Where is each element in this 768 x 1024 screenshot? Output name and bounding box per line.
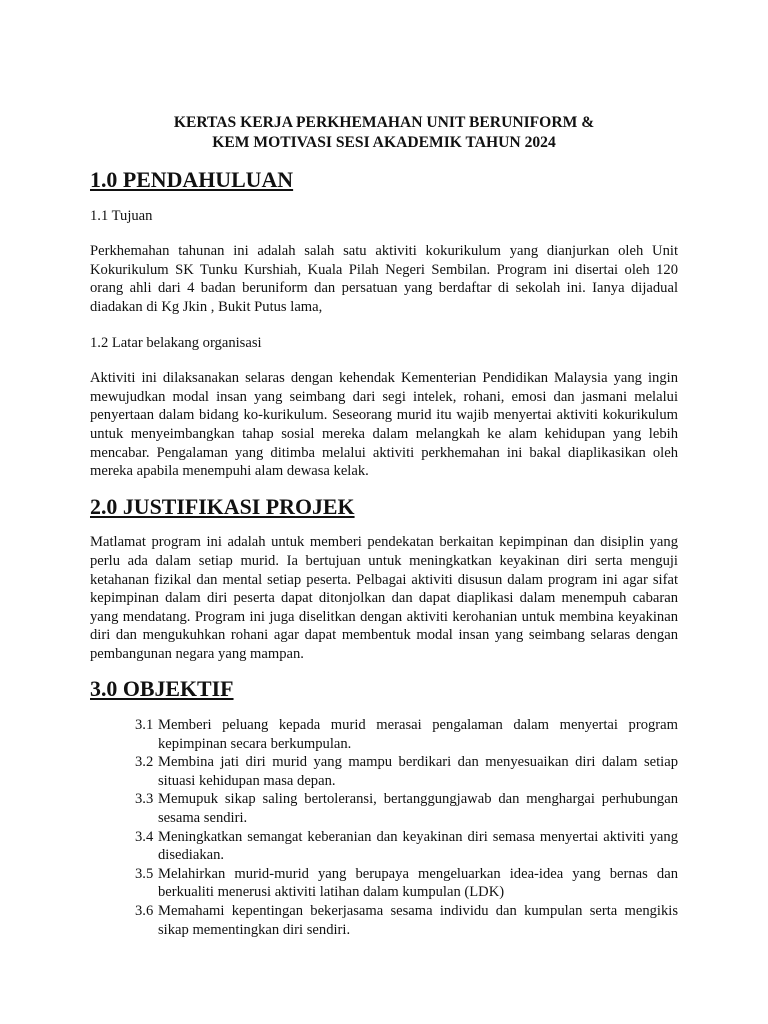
list-item-text: Meningkatkan semangat keberanian dan keyakinan diri semasa menyertai aktiviti yang disediakan. <box>158 828 678 864</box>
list-item-text: Membina jati diri murid yang mampu berdikari dan menyesuaikan diri dalam setiap situasi kehidupan masa depan. <box>158 754 678 789</box>
section-heading-objektif: 3.0 OBJEKTIF <box>90 676 234 702</box>
document-title-line-1: KERTAS KERJA PERKHEMAHAN UNIT BERUNIFORM & <box>173 114 595 131</box>
objectives-list <box>90 716 678 939</box>
list-item-number: 3.6 <box>135 903 154 919</box>
section-heading-justifikasi: 2.0 JUSTIFIKASI PROJEK <box>90 493 355 519</box>
list-item <box>135 828 678 865</box>
subheading-latar-belakang: 1.2 Latar belakang organisasi <box>90 334 262 351</box>
subheading-tujuan: 1.1 Tujuan <box>90 207 153 224</box>
list-item-number: 3.2 <box>135 754 154 771</box>
document-title <box>90 113 678 153</box>
list-item-number: 3.3 <box>135 791 154 808</box>
list-item <box>135 902 678 939</box>
section-heading-pendahuluan: 1.0 PENDAHULUAN <box>90 167 294 192</box>
paragraph-latar-belakang: Aktiviti ini dilaksanakan selaras dengan kehendak Kementerian Pendidikan Malaysia yang ingin mewujudkan modal insan yang seimbang dari segi intelek, rohani, emosi dan jasmani melalui penyertaan dalam bidang ko-kurikulum. Seseorang murid itu wajib menyertai aktiviti kokurikulum untuk menyeimbangkan tahap sosial mereka dalam melangkah ke alam kehidupan yang lebih mencabar. Pengalaman yang ditimba melalui aktiviti perkhemahan ini bakal diaplikasikan oleh mereka apabila menempuhi alam dewasa kelak. <box>90 370 678 480</box>
document-page <box>90 113 678 939</box>
list-item-number: 3.1 <box>135 717 154 734</box>
list-item-number: 3.5 <box>135 865 154 882</box>
list-item-text: Melahirkan murid-murid yang berupaya mengeluarkan idea-idea yang bernas dan berkualiti menerusi aktiviti latihan dalam kumpulan (LDK) <box>158 865 678 901</box>
list-item <box>135 865 678 902</box>
list-item <box>135 753 678 790</box>
paragraph-justifikasi: Matlamat program ini adalah untuk memberi pendekatan berkaitan kepimpinan dan disiplin yang perlu ada dalam setiap murid. Ia bertujuan untuk meningkatkan keyakinan diri serta menguji ketahanan fizikal dan mental setiap peserta. Pelbagai aktiviti disusun dalam program ini agar sifat kepimpinan dalam diri peserta dapat ditonjolkan dan dapat diaplikasi dalam menempuh cabaran yang mendatang. Program ini juga diselitkan dengan aktiviti kerohanian untuk membina keyakinan diri dan mengukuhkan rohani agar dapat membentuk modal insan yang seimbang selaras dengan pembangunan negara yang mampan. <box>90 534 678 662</box>
list-item-text: Memupuk sikap saling bertoleransi, bertanggungjawab dan menghargai perhubungan sesama sendiri. <box>158 791 678 827</box>
list-item-text: Memahami kepentingan bekerjasama sesama individu dan kumpulan serta mengikis sikap mementingkan diri sendiri. <box>158 903 678 938</box>
list-item <box>135 790 678 827</box>
list-item <box>135 716 678 753</box>
paragraph-tujuan: Perkhemahan tahunan ini adalah salah satu aktiviti kokurikulum yang dianjurkan oleh Unit Kokurikulum SK Tunku Kurshiah, Kuala Pilah Negeri Sembilan. Program ini disertai oleh 120 orang ahli dari 4 badan beruniform dan persatuan yang berdaftar di sekolah ini. Ianya dijadual diadakan di Kg Jkin , Bukit Putus lama, <box>90 243 678 315</box>
list-item-number: 3.4 <box>135 828 154 845</box>
document-title-line-2: KEM MOTIVASI SESI AKADEMIK TAHUN 2024 <box>212 134 556 151</box>
list-item-text: Memberi peluang kepada murid merasai pengalaman dalam menyertai program kepimpinan secara berkumpulan. <box>158 717 678 752</box>
